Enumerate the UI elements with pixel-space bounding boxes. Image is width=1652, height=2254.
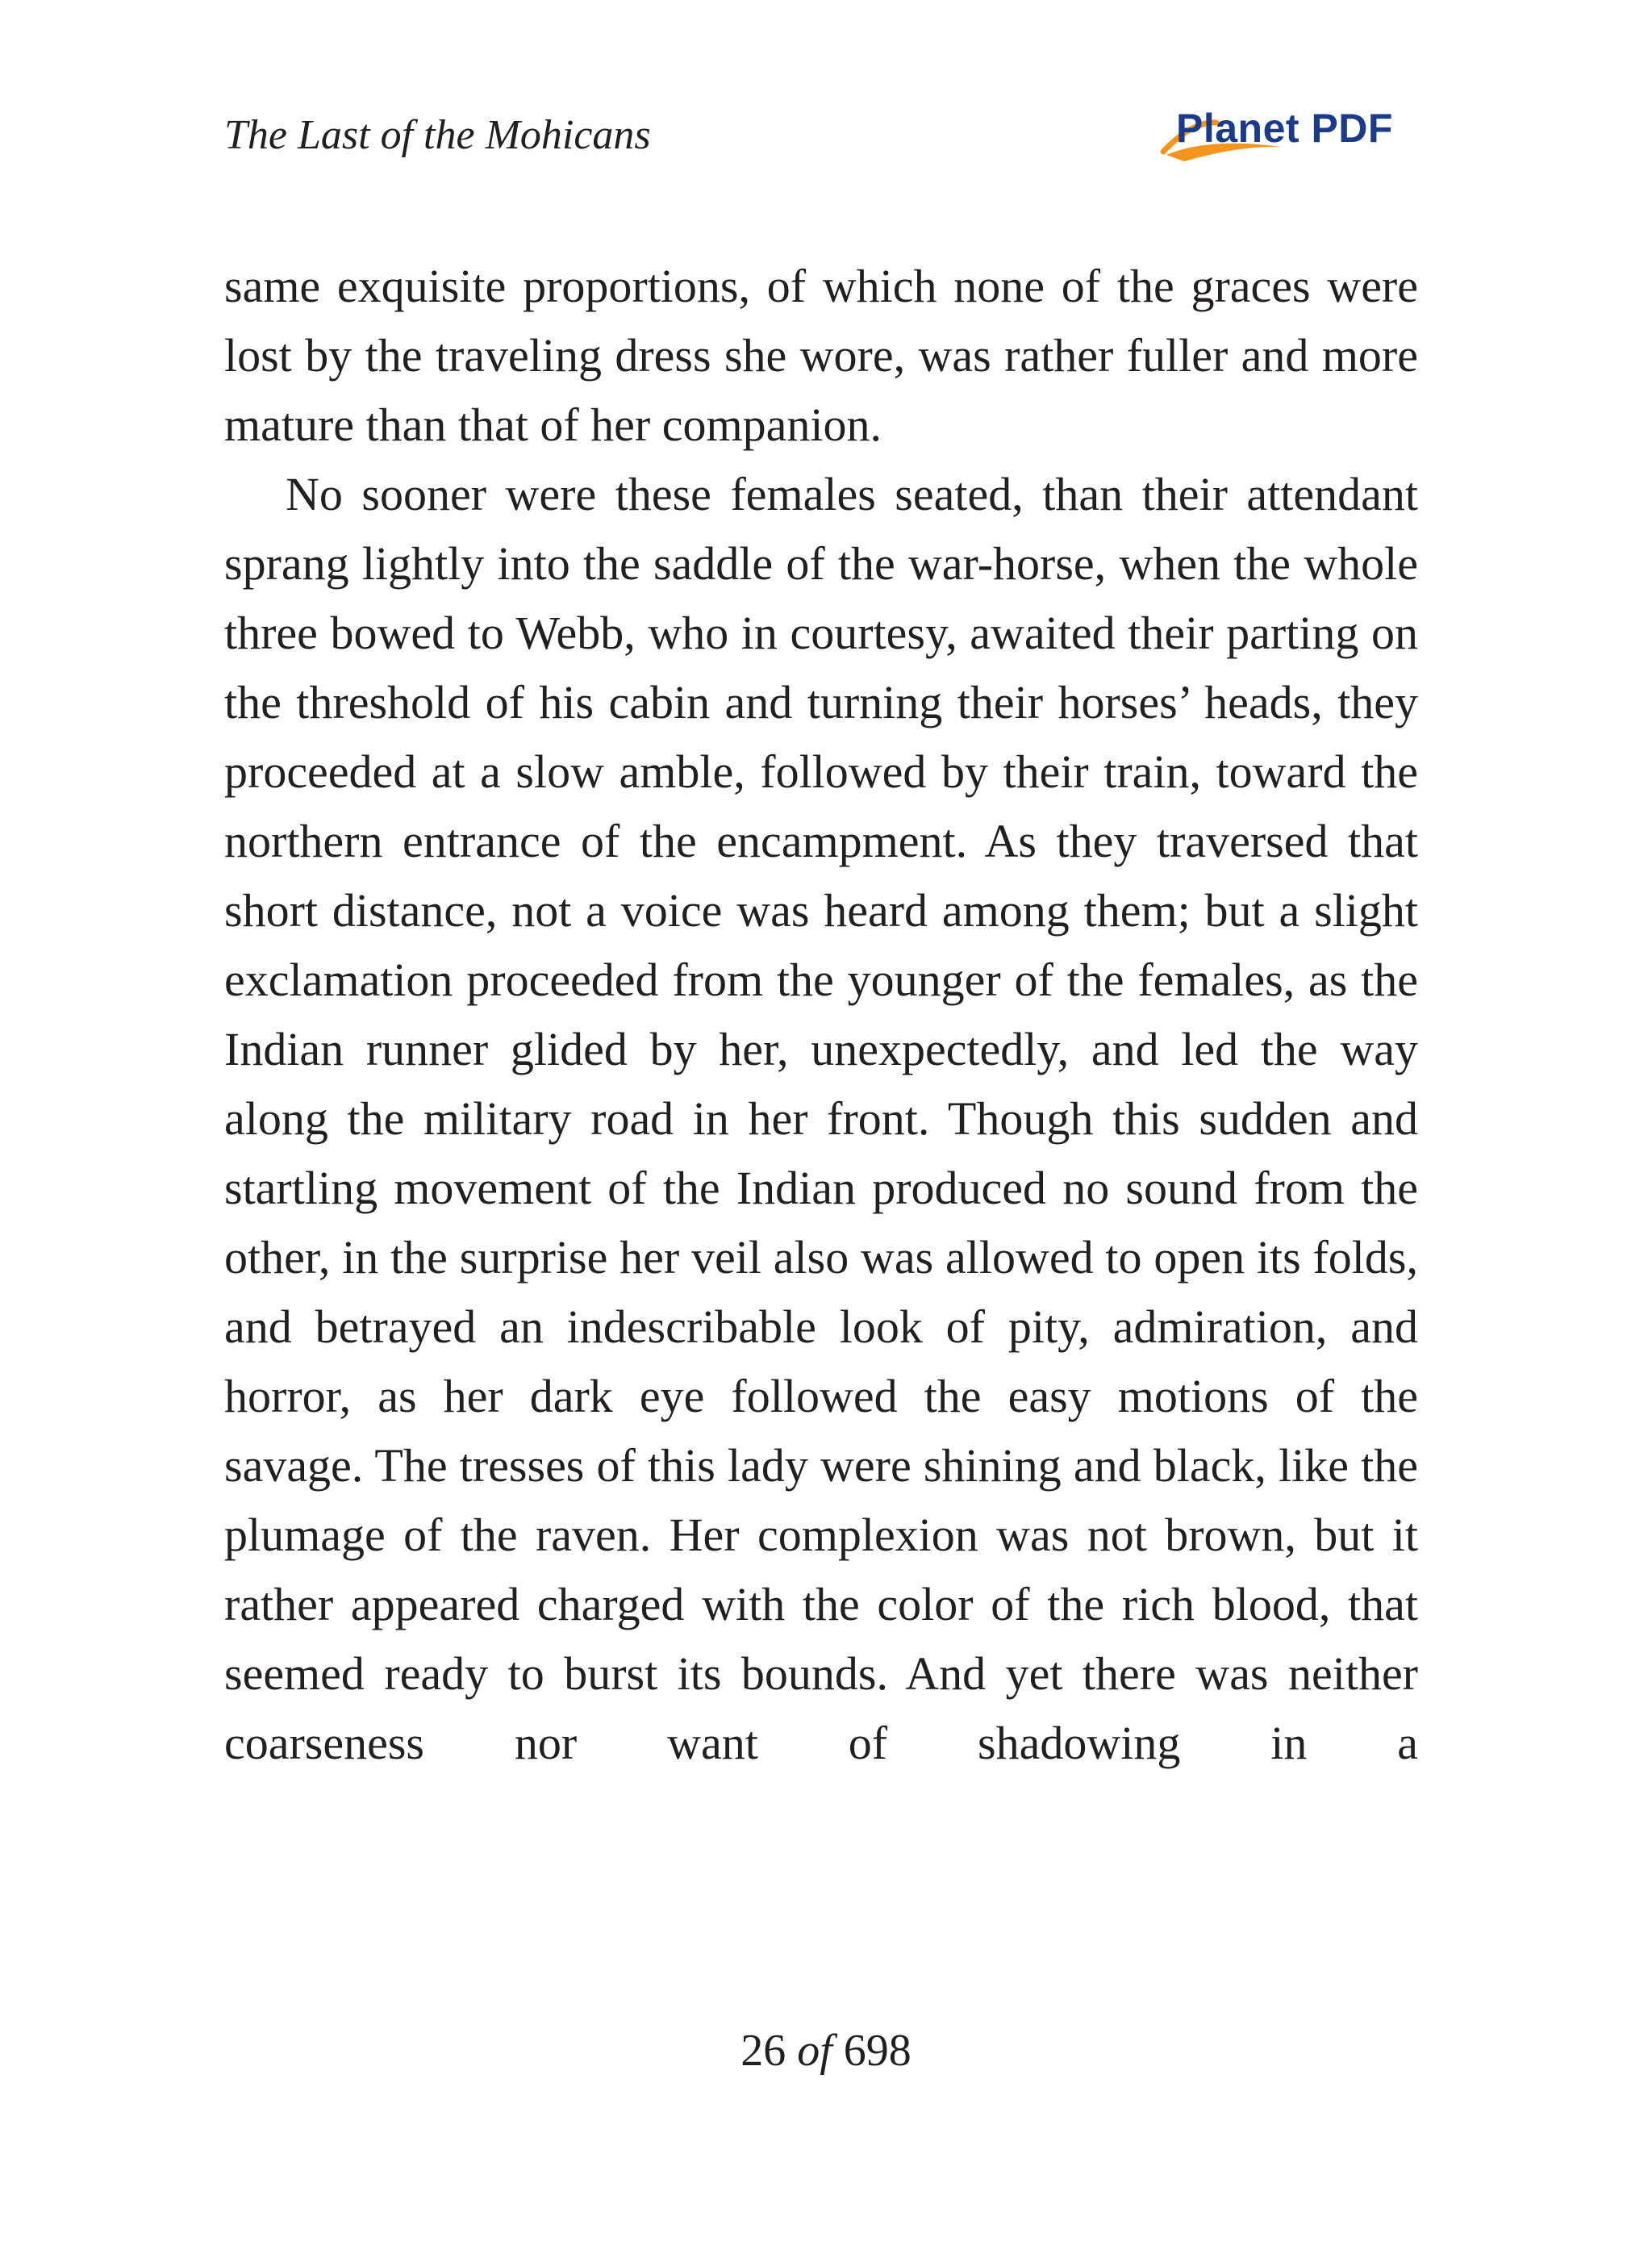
paragraph: No sooner were these females seated, than their attendant sprang lightly into the saddle of the war-horse, when the whole three bowed to Webb, who in courtesy, awaited their parting on the threshold of his cabin and turning their horses’ heads, they proceeded at a slow amble, followed by their train, toward the northern entrance of the encampment. As they traversed that short distance, not a voice was heard among them; but a slight exclamation proceeded from the younger of the females, as the Indian runner glided by her, unexpectedly, and led the way along the military road in her front. Though this sudden and startling movement of the Indian produced no sound from the other, in the surprise her veil also was allowed to open its folds, and betrayed an indescribable look of pity, admiration, and horror, as her dark eye followed the easy motions of the savage. The tresses of this lady were shining and black, like the plumage of the raven. Her complexion was not brown, but it rather appeared charged with the color of the rich blood, that seemed ready to burst its bounds. And yet there was neither coarseness nor want of shadowing in a [224,468,1418,1769]
planet-pdf-logo [1160,105,1410,169]
page-body [224,252,1418,1778]
book-title: The Last of the Mohicans [224,112,651,158]
page-number [0,2025,1652,2077]
current-page: 26 [740,2026,786,2076]
page-header [224,105,1434,177]
logo-text: Planet PDF [1176,106,1393,151]
page-of-label: of [797,2026,832,2076]
paragraph: same exquisite proportions, of which none of the graces were lost by the traveling dress she wore, was rather fuller and more mature than that of her companion. [224,260,1418,451]
total-pages: 698 [843,2026,912,2076]
